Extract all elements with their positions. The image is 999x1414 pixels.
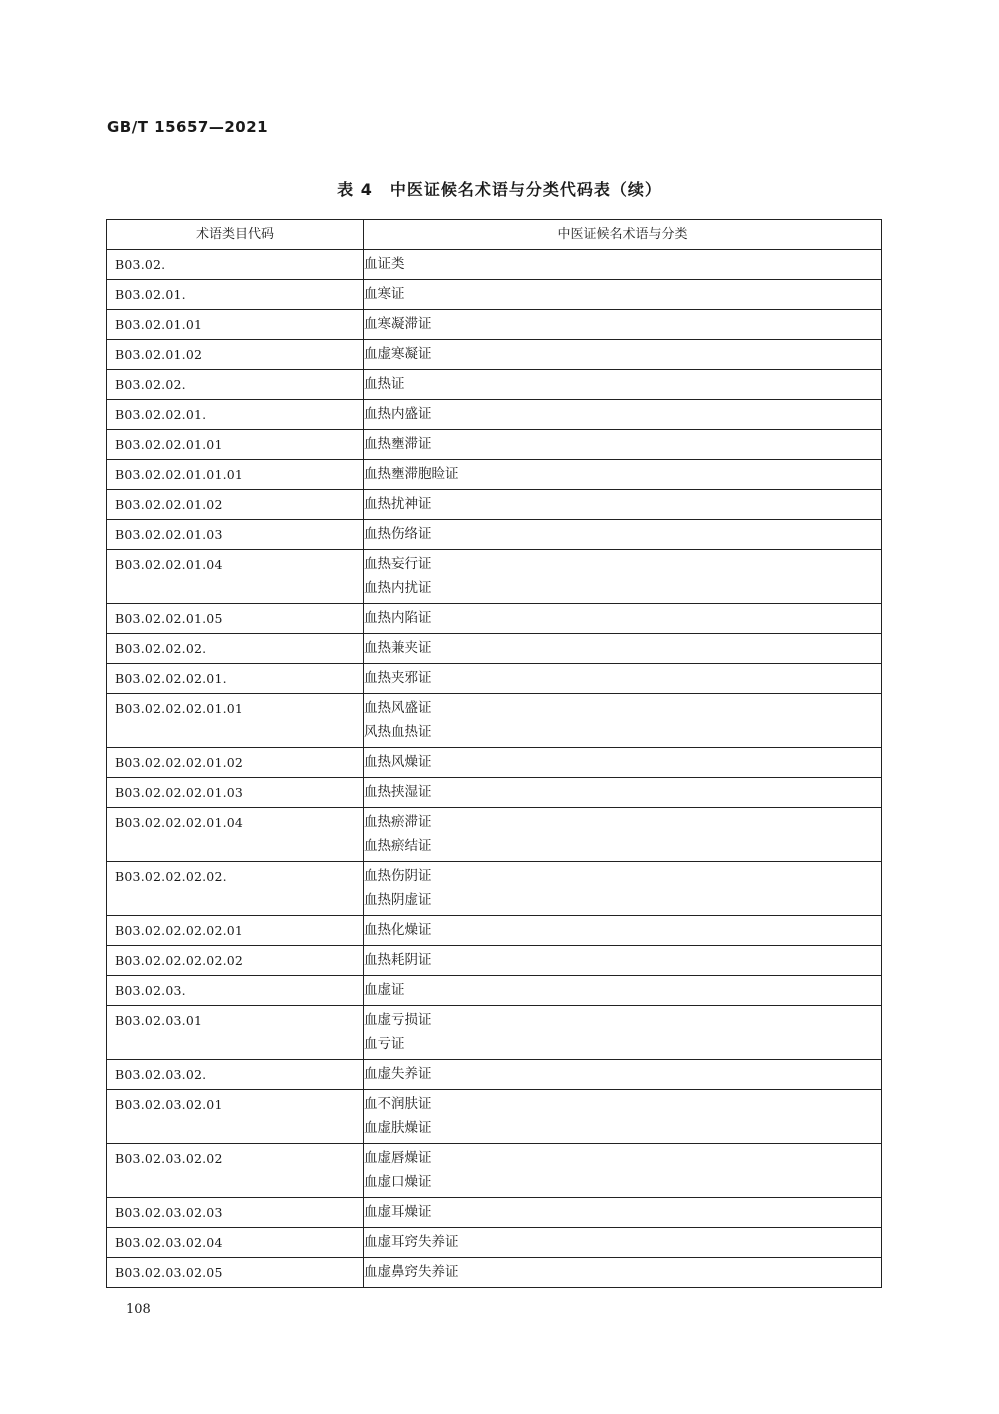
table-row bbox=[107, 808, 882, 862]
table-row bbox=[107, 370, 882, 400]
category-code: B03.02.02.02.02.02 bbox=[115, 953, 244, 968]
syndrome-term-cell bbox=[364, 250, 882, 280]
syndrome-term: 血热证 bbox=[364, 376, 405, 392]
table-row bbox=[107, 778, 882, 808]
category-code-cell bbox=[107, 778, 364, 808]
category-code-cell bbox=[107, 490, 364, 520]
syndrome-term-cell bbox=[364, 862, 882, 916]
category-code-cell bbox=[107, 604, 364, 634]
syndrome-term: 血虚鼻窍失养证 bbox=[364, 1264, 459, 1280]
category-code: B03.02.02.02.01.01 bbox=[115, 701, 244, 716]
syndrome-term: 血虚失养证 bbox=[364, 1066, 432, 1082]
syndrome-term-cell bbox=[364, 916, 882, 946]
category-code-cell bbox=[107, 1228, 364, 1258]
category-code-cell bbox=[107, 1060, 364, 1090]
syndrome-term-cell bbox=[364, 1228, 882, 1258]
syndrome-term: 血亏证 bbox=[364, 1036, 405, 1052]
category-code-cell bbox=[107, 370, 364, 400]
table-row bbox=[107, 520, 882, 550]
table-row bbox=[107, 490, 882, 520]
table-row bbox=[107, 946, 882, 976]
syndrome-term: 血热风燥证 bbox=[364, 754, 432, 770]
category-code: B03.02.03.02.03 bbox=[115, 1205, 223, 1220]
category-code: B03.02.02.02. bbox=[115, 641, 207, 656]
category-code-cell bbox=[107, 250, 364, 280]
category-code-cell bbox=[107, 430, 364, 460]
category-code: B03.02.03.02.01 bbox=[115, 1097, 223, 1112]
syndrome-term: 血虚证 bbox=[364, 982, 405, 998]
syndrome-term-cell bbox=[364, 976, 882, 1006]
syndrome-term: 血证类 bbox=[364, 256, 405, 272]
syndrome-term-cell bbox=[364, 1090, 882, 1144]
syndrome-term-cell bbox=[364, 400, 882, 430]
syndrome-term: 血热壅滞证 bbox=[364, 436, 432, 452]
syndrome-term: 血热伤阴证 bbox=[364, 868, 432, 884]
syndrome-term: 血寒凝滞证 bbox=[364, 316, 432, 332]
table-row bbox=[107, 664, 882, 694]
category-code: B03.02.02.02.01.03 bbox=[115, 785, 244, 800]
category-code-cell bbox=[107, 1090, 364, 1144]
category-code-cell bbox=[107, 280, 364, 310]
category-code-cell bbox=[107, 976, 364, 1006]
category-code-cell bbox=[107, 1258, 364, 1288]
syndrome-term: 血热兼夹证 bbox=[364, 640, 432, 656]
syndrome-term-cell bbox=[364, 748, 882, 778]
category-code-cell bbox=[107, 1198, 364, 1228]
syndrome-classification-table bbox=[106, 219, 882, 1288]
syndrome-term-cell bbox=[364, 550, 882, 604]
category-code-cell bbox=[107, 550, 364, 604]
syndrome-term-cell bbox=[364, 310, 882, 340]
category-code: B03.02.02.01.01.01 bbox=[115, 467, 244, 482]
category-code-cell bbox=[107, 520, 364, 550]
syndrome-term: 血热内盛证 bbox=[364, 406, 432, 422]
table-header-row bbox=[107, 220, 882, 250]
category-code-cell bbox=[107, 460, 364, 490]
syndrome-term: 风热血热证 bbox=[364, 724, 432, 740]
category-code-cell bbox=[107, 1144, 364, 1198]
category-code: B03.02.02.02.01. bbox=[115, 671, 227, 686]
category-code-cell bbox=[107, 946, 364, 976]
table-body bbox=[107, 250, 882, 1288]
table-row bbox=[107, 1258, 882, 1288]
syndrome-term-cell bbox=[364, 370, 882, 400]
table-row bbox=[107, 1144, 882, 1198]
syndrome-term: 血虚口燥证 bbox=[364, 1174, 432, 1190]
syndrome-term: 血虚唇燥证 bbox=[364, 1150, 432, 1166]
table-row bbox=[107, 1060, 882, 1090]
table-row bbox=[107, 1198, 882, 1228]
syndrome-term-cell bbox=[364, 694, 882, 748]
table-row bbox=[107, 400, 882, 430]
syndrome-term: 血热瘀结证 bbox=[364, 838, 432, 854]
table-row bbox=[107, 916, 882, 946]
syndrome-term: 血热内扰证 bbox=[364, 580, 432, 596]
syndrome-term-cell bbox=[364, 946, 882, 976]
table-row bbox=[107, 1006, 882, 1060]
syndrome-term: 血热挟湿证 bbox=[364, 784, 432, 800]
syndrome-term-cell bbox=[364, 808, 882, 862]
category-code: B03.02. bbox=[115, 257, 166, 272]
table-row bbox=[107, 250, 882, 280]
syndrome-term: 血热化燥证 bbox=[364, 922, 432, 938]
syndrome-term-cell bbox=[364, 1258, 882, 1288]
category-code: B03.02.02.01.04 bbox=[115, 557, 223, 572]
syndrome-term: 血热伤络证 bbox=[364, 526, 432, 542]
category-code: B03.02.02.01.05 bbox=[115, 611, 223, 626]
syndrome-term: 血寒证 bbox=[364, 286, 405, 302]
category-code-cell bbox=[107, 748, 364, 778]
table-title: 表 4 中医证候名术语与分类代码表（续） bbox=[337, 180, 662, 199]
category-code: B03.02.02.01.01 bbox=[115, 437, 223, 452]
table-row bbox=[107, 1090, 882, 1144]
category-code: B03.02.02.02.01.04 bbox=[115, 815, 244, 830]
syndrome-term-cell bbox=[364, 634, 882, 664]
syndrome-term-cell bbox=[364, 490, 882, 520]
category-code: B03.02.03.02.05 bbox=[115, 1265, 223, 1280]
table-row bbox=[107, 976, 882, 1006]
syndrome-term: 血热阴虚证 bbox=[364, 892, 432, 908]
syndrome-term-cell bbox=[364, 1144, 882, 1198]
table-row bbox=[107, 340, 882, 370]
syndrome-term: 血虚肤燥证 bbox=[364, 1120, 432, 1136]
table-row bbox=[107, 604, 882, 634]
standard-code-header: GB/T 15657—2021 bbox=[107, 118, 269, 136]
syndrome-term-cell bbox=[364, 430, 882, 460]
category-code: B03.02.02.02.02. bbox=[115, 869, 227, 884]
table-row bbox=[107, 460, 882, 490]
table-row bbox=[107, 280, 882, 310]
syndrome-term: 血虚寒凝证 bbox=[364, 346, 432, 362]
table-row bbox=[107, 550, 882, 604]
syndrome-term-cell bbox=[364, 280, 882, 310]
category-code: B03.02.02.02.02.01 bbox=[115, 923, 244, 938]
syndrome-term-cell bbox=[364, 1198, 882, 1228]
table-row bbox=[107, 862, 882, 916]
category-code: B03.02.03.02. bbox=[115, 1067, 207, 1082]
syndrome-term-cell bbox=[364, 520, 882, 550]
syndrome-term-cell bbox=[364, 1006, 882, 1060]
syndrome-term: 血热壅滞胞睑证 bbox=[364, 466, 459, 482]
category-code-cell bbox=[107, 694, 364, 748]
category-code: B03.02.01. bbox=[115, 287, 186, 302]
category-code: B03.02.01.02 bbox=[115, 347, 203, 362]
table-row bbox=[107, 634, 882, 664]
category-code-cell bbox=[107, 400, 364, 430]
table-row bbox=[107, 748, 882, 778]
category-code: B03.02.03.02.04 bbox=[115, 1235, 223, 1250]
category-code-cell bbox=[107, 664, 364, 694]
syndrome-term: 血虚耳窍失养证 bbox=[364, 1234, 459, 1250]
syndrome-term-cell bbox=[364, 604, 882, 634]
category-code: B03.02.02.01.03 bbox=[115, 527, 223, 542]
syndrome-term: 血热风盛证 bbox=[364, 700, 432, 716]
category-code: B03.02.03.01 bbox=[115, 1013, 203, 1028]
syndrome-term: 血热妄行证 bbox=[364, 556, 432, 572]
table-row bbox=[107, 430, 882, 460]
syndrome-term: 血虚耳燥证 bbox=[364, 1204, 432, 1220]
syndrome-term: 血热夹邪证 bbox=[364, 670, 432, 686]
category-code: B03.02.02.01. bbox=[115, 407, 207, 422]
category-code-cell bbox=[107, 862, 364, 916]
syndrome-term-cell bbox=[364, 1060, 882, 1090]
table-row bbox=[107, 1228, 882, 1258]
syndrome-term: 血热瘀滞证 bbox=[364, 814, 432, 830]
table-row bbox=[107, 694, 882, 748]
category-code-cell bbox=[107, 1006, 364, 1060]
syndrome-term: 血热扰神证 bbox=[364, 496, 432, 512]
syndrome-term-cell bbox=[364, 460, 882, 490]
syndrome-term: 血虚亏损证 bbox=[364, 1012, 432, 1028]
category-code: B03.02.02.02.01.02 bbox=[115, 755, 244, 770]
category-code-cell bbox=[107, 916, 364, 946]
syndrome-term: 血不润肤证 bbox=[364, 1096, 432, 1112]
category-code: B03.02.02.01.02 bbox=[115, 497, 223, 512]
syndrome-term-cell bbox=[364, 340, 882, 370]
category-code-cell bbox=[107, 310, 364, 340]
category-code-cell bbox=[107, 808, 364, 862]
table-row bbox=[107, 310, 882, 340]
column-header-code: 术语类目代码 bbox=[107, 220, 364, 250]
syndrome-term-cell bbox=[364, 778, 882, 808]
page-number: 108 bbox=[126, 1302, 151, 1317]
category-code: B03.02.03.02.02 bbox=[115, 1151, 223, 1166]
category-code: B03.02.02. bbox=[115, 377, 186, 392]
category-code-cell bbox=[107, 340, 364, 370]
column-header-term: 中医证候名术语与分类 bbox=[364, 220, 882, 250]
syndrome-term: 血热内陷证 bbox=[364, 610, 432, 626]
syndrome-term-cell bbox=[364, 664, 882, 694]
category-code: B03.02.01.01 bbox=[115, 317, 203, 332]
category-code: B03.02.03. bbox=[115, 983, 186, 998]
category-code-cell bbox=[107, 634, 364, 664]
syndrome-term: 血热耗阴证 bbox=[364, 952, 432, 968]
